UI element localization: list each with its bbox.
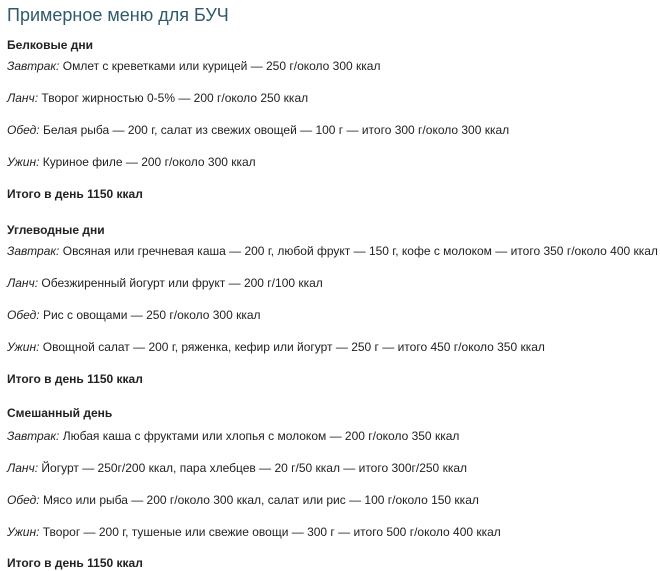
- meal-text: Мясо или рыба — 200 г/около 300 ккал, салат или рис — 100 г/около 150 ккал: [42, 493, 479, 507]
- meal-breakfast: [7, 59, 380, 73]
- meal-text: Творог — 200 г, тушеные или свежие овощи — 300 г — итого 500 г/около 400 ккал: [42, 525, 501, 539]
- meal-label: Ужин:: [7, 340, 40, 354]
- meal-label: Обед:: [7, 308, 40, 322]
- meal-label: Завтрак:: [7, 429, 60, 443]
- daily-total: Итого в день 1150 ккал: [7, 187, 143, 201]
- meal-lunch: [7, 91, 308, 105]
- meal-label: Обед:: [7, 493, 40, 507]
- daily-total: Итого в день 1150 ккал: [7, 372, 143, 386]
- meal-text: Обезжиренный йогурт или фрукт — 200 г/100 ккал: [41, 276, 323, 290]
- meal-dinner: [7, 308, 261, 322]
- meal-text: Любая каша с фруктами или хлопья с молоком — 200 г/около 350 ккал: [62, 429, 460, 443]
- meal-label: Ланч:: [7, 276, 39, 290]
- section-heading: Углеводные дни: [7, 223, 105, 237]
- page-title: Примерное меню для БУЧ: [7, 5, 229, 25]
- meal-dinner: [7, 123, 509, 137]
- meal-label: Ланч:: [7, 91, 39, 105]
- meal-label: Обед:: [7, 123, 40, 137]
- meal-label: Завтрак:: [7, 244, 60, 258]
- meal-text: Омлет с креветками или курицей — 250 г/около 300 ккал: [62, 59, 381, 73]
- meal-breakfast: [7, 244, 658, 258]
- meal-text: Куриное филе — 200 г/около 300 ккал: [42, 155, 256, 169]
- meal-supper: [7, 525, 501, 539]
- daily-total: Итого в день 1150 ккал: [7, 556, 143, 570]
- meal-lunch: [7, 276, 323, 290]
- meal-text: Овощной салат — 200 г, ряженка, кефир или йогурт — 250 г — итого 450 г/около 350 ккал: [42, 340, 545, 354]
- meal-label: Ужин:: [7, 525, 40, 539]
- section-heading: Смешанный день: [7, 406, 113, 420]
- section-heading: Белковые дни: [7, 38, 93, 52]
- meal-text: Овсяная или гречневая каша — 200 г, любой фрукт — 150 г, кофе с молоком — итого 350 г/около 400 ккал: [62, 244, 658, 258]
- meal-text: Рис с овощами — 250 г/около 300 ккал: [42, 308, 261, 322]
- meal-text: Белая рыба — 200 г, салат из свежих овощей — 100 г — итого 300 г/около 300 ккал: [42, 123, 510, 137]
- meal-supper: [7, 340, 545, 354]
- meal-dinner: [7, 493, 479, 507]
- meal-breakfast: [7, 429, 459, 443]
- meal-label: Завтрак:: [7, 59, 60, 73]
- meal-text: Творог жирностью 0-5% — 200 г/около 250 ккал: [41, 91, 309, 105]
- meal-label: Ужин:: [7, 155, 40, 169]
- meal-supper: [7, 155, 256, 169]
- meal-label: Ланч:: [7, 461, 39, 475]
- meal-lunch: [7, 461, 467, 475]
- meal-text: Йогурт — 250г/200 ккал, пара хлебцев — 20 г/50 ккал — итого 300г/250 ккал: [41, 461, 468, 475]
